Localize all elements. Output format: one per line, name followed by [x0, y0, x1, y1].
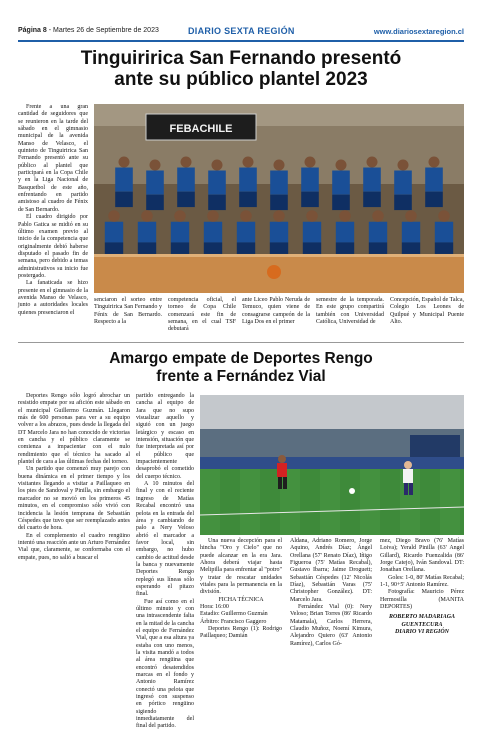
article1-left-column: Frente a una gran cantidad de seguidores que se reunieron en la tarde del sábado en el gimnasio municipal de la avenida Manso de Velasco, el quinteto de Tinguiririca San Fernando presentó ante su público al plantel que participará en la Copa Chile y en la Liga Nacional de Basquetbol de este año, enfrentando en partido amistoso al cuadro de Fénix de San Bernardo. El cuadro dirigido por Pablo Gatica se midió en su último examen previo al inicio de la competencia que originalmente debió haberse disputado el pasado fin de semana, pero debido a temas administrativos su inicio fue postergado. La fanaticada se hizo presente en el gimnasio de la avenida Manso de Velasco, junto a autoridades locales quienes presenciaron el	[18, 104, 88, 316]
article1-row-col5: Concepción, Español de Talca, Colegio Los Leones de Quilpué y Municipal Puente Alto.	[390, 297, 464, 326]
article2-row-col1: Una nueva decepción para el hincha "Oro y Cielo" que no puede alcanzar en la era Jara. Ahora deberá viajar hasta Melipilla para enfrentar al "potro" y tratar de rescatar unidades vitales para la permanencia en la división. FICHA TÉCNICA Hora: 16:00 Estadio: Guillermo Guzmán Árbitro: Francisco Gaggero Deportes Rengo (1): Rodrigo Paillaqueo; Damián	[200, 538, 282, 640]
player-white	[403, 461, 413, 495]
article-divider	[18, 342, 464, 343]
byline-surname: GUENTECURA	[401, 621, 443, 628]
article2-mid-column: partido entregando la cancha al equipo de Jara que no supo visualizar aquello y siguió con un juego letárgico y escaso en intensión, situación que fue interpretada así por el público que impacientemente desaprobó el cometido del cuerpo técnico. A 10 minutos del final y con el reciente ingreso de Matías Recabal encontró una pelota en la entrada del área y cambiando de palo a Nery Veloso abrió el marcador a favor local, sin embargo, no hubo cambio de actitud desde la banca y nuevamente Deportes Rengo replegó sus líneas sólo esperando el pitazo final. Fue así como en el último minuto y con una intrascendente falta en la mitad de la cancha el equipo de Fernández Vial, que a esa altura ya estaba con uno menos, la visita mandó a todos al área rengüina que encontró desatendidos marcas en el fondo y Antonio Ramírez conectó una pelota que ingresó con suspenso en pórtico rengüino sigiendo inmediatamente del final del partido.	[136, 393, 194, 730]
byline-name: ROBERTO MADARIAGA	[388, 614, 456, 621]
banner-febachile: FEBACHILE	[169, 123, 233, 135]
basketball-team-photo-art	[94, 104, 464, 293]
basketball-team-photo	[94, 104, 464, 293]
page-label: Página 8 - Martes 26 de Septiembre de 2023	[18, 27, 159, 34]
article2-row-col2: Aldana, Adriano Romero, Jorge Aquino, Andrés Díaz; Ángel Orellana (57' Renato Díaz), Iñigo Figueroa (75' Matías Recabal), Gustavo Ibarra; Jaime Droguett; Sebastián Céspedes (12' Nicolás Díaz), Sebastián Varas (75' Christopher González). DT: Marcelo Jara. Fernández Vial (0): Nery Veloso; Brian Torres (86' Ricardo Matamala), Carlos Herrera, Claudio Muñoz, Noemí Kimura, Alejandro Quiero (63' Antonio Ramírez), Carlos Gó-	[290, 538, 372, 647]
football-match-photo-art	[200, 395, 464, 535]
article1-headline: Tinguiririca San Fernando presentó ante su público plantel 2023	[80, 48, 402, 90]
article1-row-col2: competencia oficial, el torneo de Copa Chile comenzará este fin de semana, en el cual TSF debutará	[168, 297, 236, 333]
byline-outlet: DIARIO VI REGIÓN	[394, 629, 449, 636]
article1-row-col4: semestre de la temporada. En este grupo compartirá también con Universidad Católica, Universidad de	[316, 297, 384, 326]
article1-row-col3: ante Liceo Pablo Neruda de Temuco, quien viene de consagrarse campeón de la Liga Dos en el primer	[242, 297, 310, 326]
page-header	[18, 26, 464, 42]
article2-headline: Amargo empate de Deportes Rengo frente a Fernández Vial	[109, 350, 373, 385]
player-red	[277, 455, 287, 489]
site-url[interactable]: www.diariosextaregion.cl	[373, 27, 464, 36]
article2-row-col3: mez, Diego Bravo (76' Matías Loiva); Yerald Pinilla (63' Angel Gillard), Ricardo Fuenzalida (86' Jorge Catejo), Iván Sandoval. DT: Jonathan Orellana. Goles: 1-0, 80' Matías Recabal; 1-1, 90+5' Antonio Ramírez. Fotografía: Mauricio Pérez Hermosilla (MANITA DEPORTES) ROBERTO MADARIAGA GUENTECURA DIARIO VI REGIÓN	[380, 538, 464, 636]
article1-row-col1: senciaron el sorteo entre Tinguiririca San Fernando y Fénix de San Bernardo. Respecto a la	[94, 297, 162, 326]
article2-left-column: Deportes Rengo sólo logró abrochar un resistido empate por su afición este sábado en el municipal Guillermo Guzmán. Llegaron más de 600 personas para ver a su equipo volver a los abrazos, pues desde la llegada del DT Marcelo Jara no han conocido de victorias en cancha y el público claramente se comienza a impacientar con el nulo rendimiento que el técnico ha sacado al plantel de cara a las últimas fechas del torneo. Un partido que comenzó muy parejo con buena dinámica en el primer tiempo y los visitantes llegando a visitar a Paillaqueo en los pies de Sandoval y Pinilla, sin embargo el marcador no se movió en los primeros 45 minutos, en el compromiso sólo vivió con incidencia la lesión temprana de Sebastián Céspedes que tuvo que ser reemplazado antes del cuarto de hora. En el complemento el cuadro rengüino intentó una reacción ante un Arturo Fernández Vial que, claramente, se conformaba con el empate, pues, no salió a buscar el	[18, 393, 130, 561]
football-match-photo	[200, 395, 464, 535]
section-title: DIARIO SEXTA REGIÓN	[188, 26, 295, 36]
